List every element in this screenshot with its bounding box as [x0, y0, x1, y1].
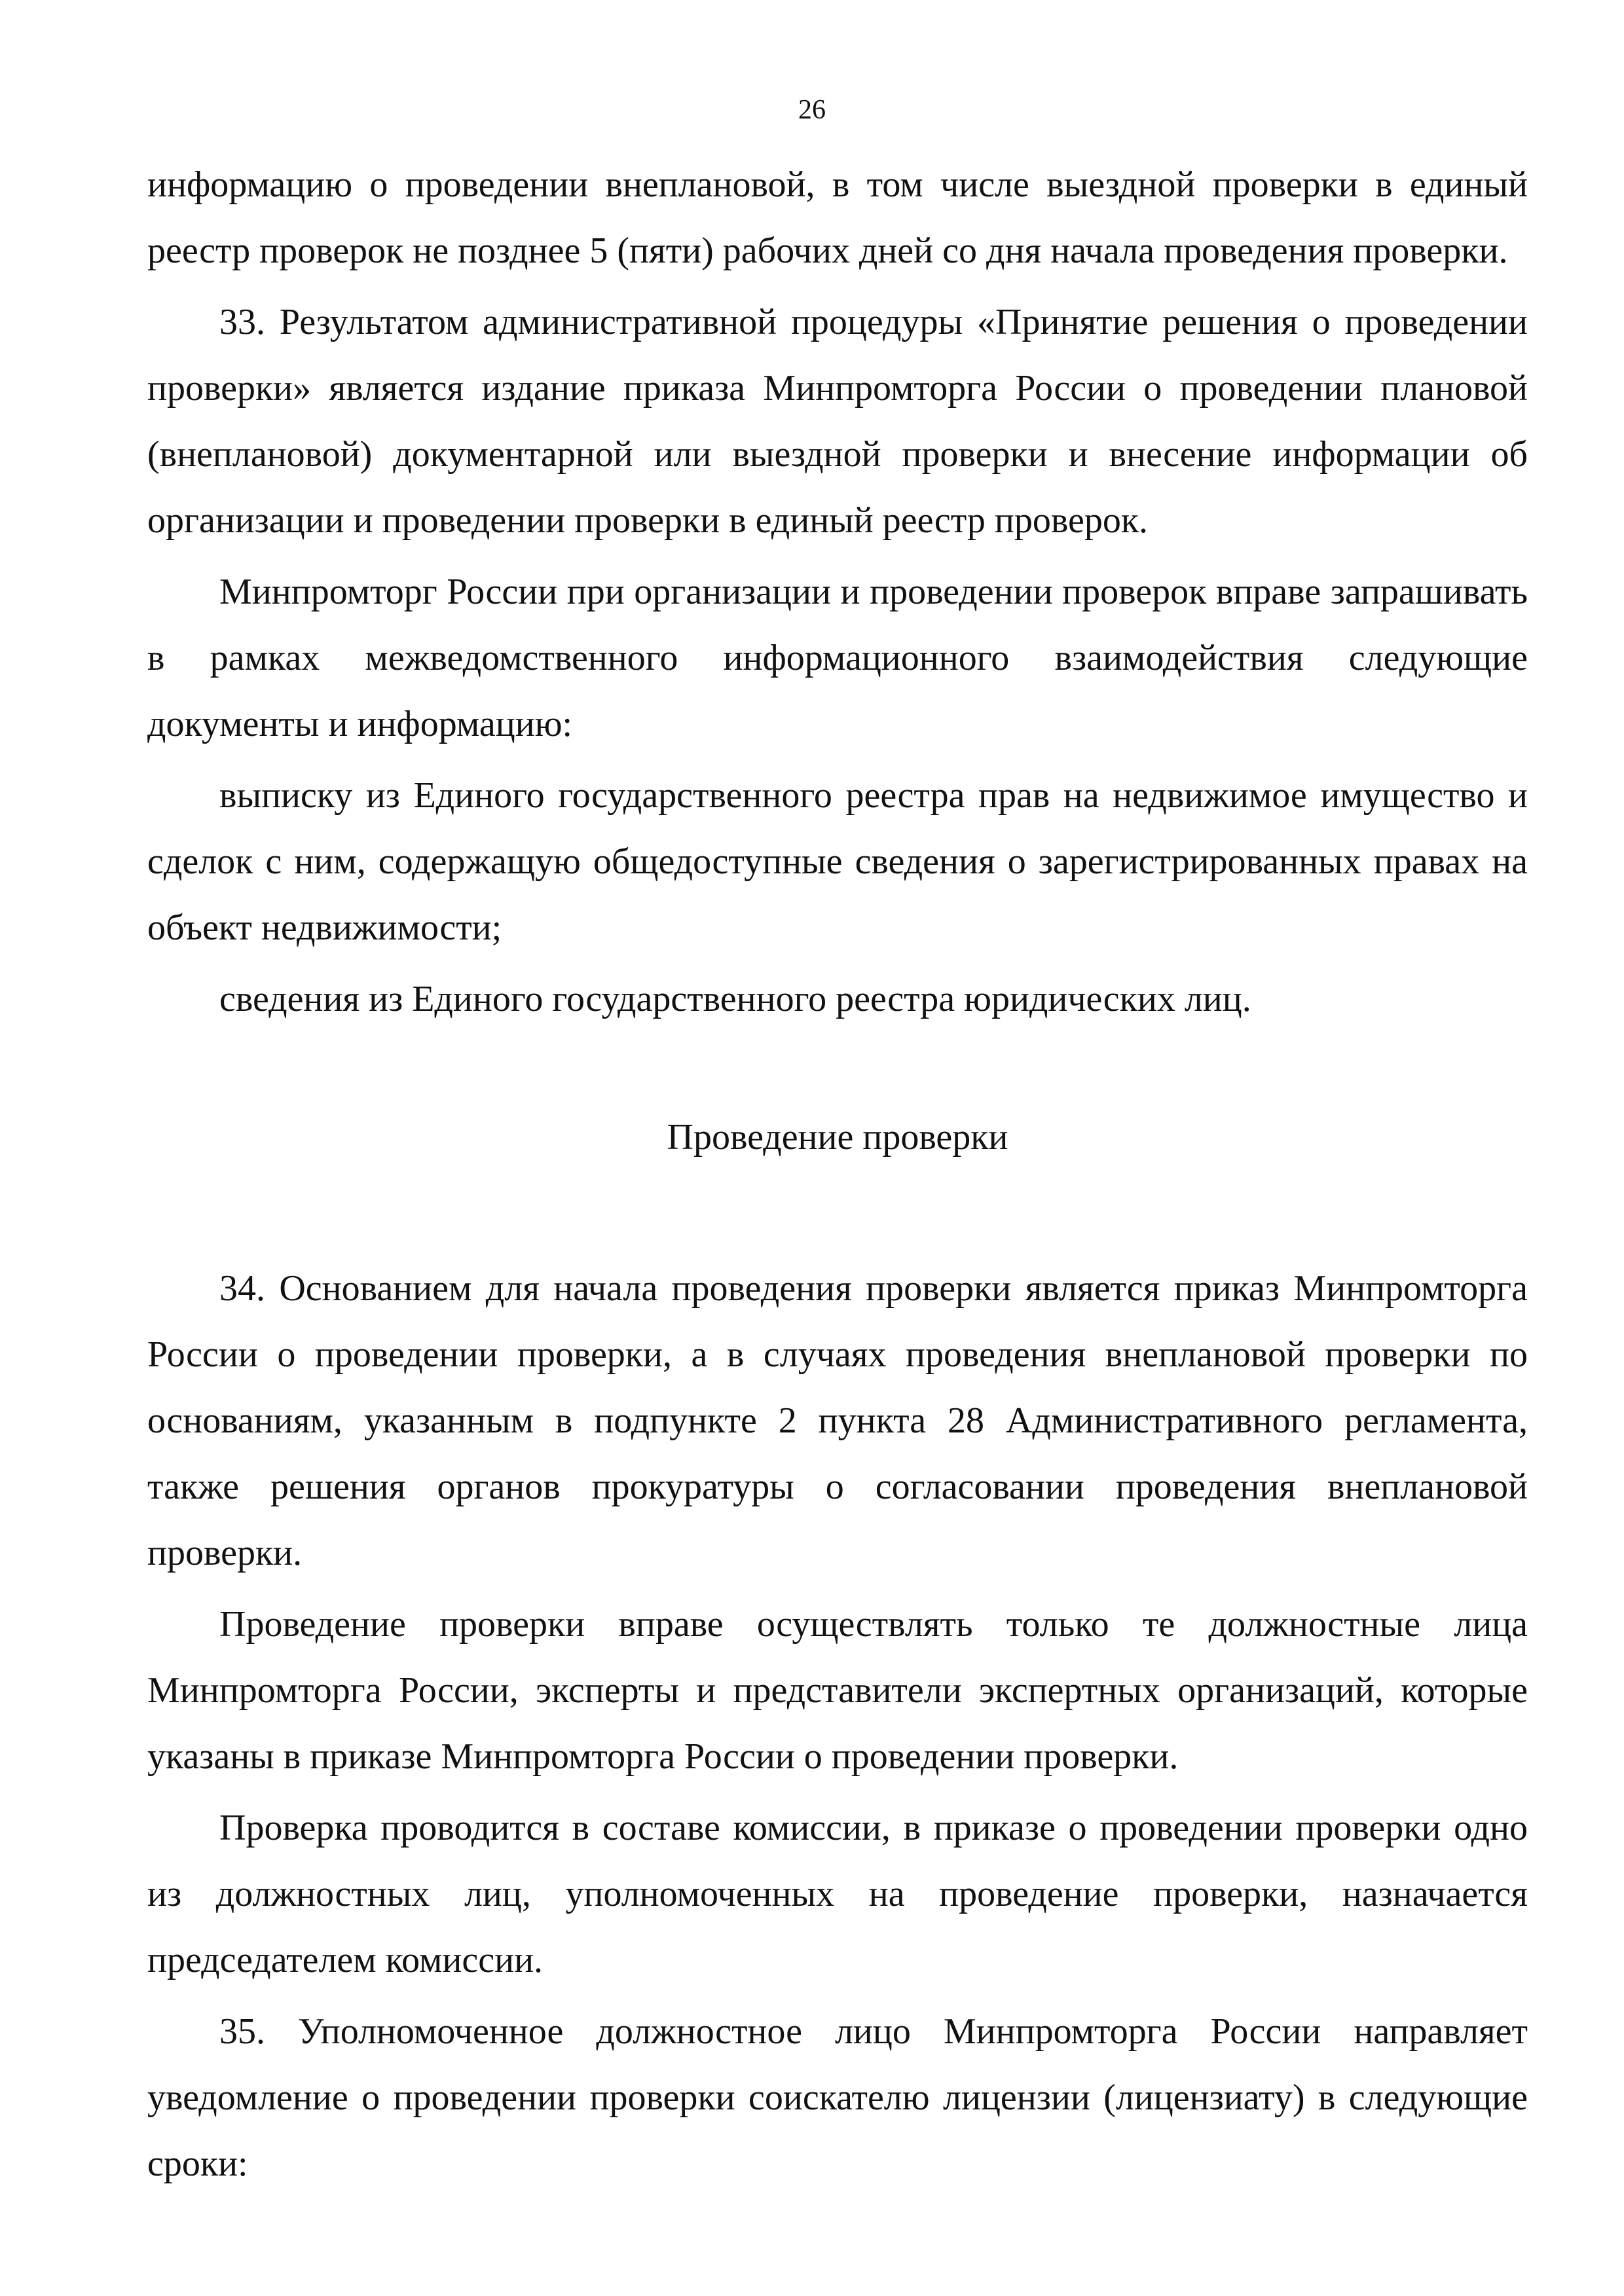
paragraph-interagency-request: Минпромторг России при организации и проведении проверок вправе запрашивать в рамках межведомственного информационного взаимодействия следующие документы и информацию:: [147, 572, 1528, 744]
paragraph-item-33: 33. Результатом административной процедуры «Принятие решения о проведении проверки» является издание приказа Минпромторга России о проведении плановой (внеплановой) документарной или выездной проверки и внесение информации об организации и проведении проверки в единый реестр проверок.: [147, 302, 1528, 541]
paragraph-item-35: 35. Уполномоченное должностное лицо Минпромторга России направляет уведомление о проведении проверки соискателю лицензии (лицензиату) в следующие сроки:: [147, 2011, 1528, 2184]
paragraph-property-registry-extract: выписку из Единого государственного реестра прав на недвижимое имущество и сделок с ним, содержащую общедоступные сведения о зарегистрированных правах на объект недвижимости;: [147, 775, 1528, 948]
section-heading: Проведение проверки: [667, 1117, 1008, 1157]
page-number: 26: [798, 95, 826, 125]
paragraph-authorized-officials: Проведение проверки вправе осуществлять только те должностные лица Минпромторга России, эксперты и представители экспертных организаций, которые указаны в приказе Минпромторга России о проведении проверки.: [147, 1604, 1528, 1777]
paragraph-commission: Проверка проводится в составе комиссии, в приказе о проведении проверки одно из должностных лиц, уполномоченных на проведение проверки, назначается председателем комиссии.: [147, 1808, 1528, 1980]
paragraph-legal-entities-registry: сведения из Единого государственного реестра юридических лиц.: [219, 979, 1251, 1019]
document-body: [147, 152, 1528, 2202]
paragraph-item-34: 34. Основанием для начала проведения проверки является приказ Минпромторга России о проведении проверки, а в случаях проведения внеплановой проверки по основаниям, указанным в подпункте 2 пункта 28 Административного регламента, также решения органов прокуратуры о согласовании проведения внеплановой проверки.: [147, 1268, 1528, 1573]
paragraph-continuation: информацию о проведении внеплановой, в том числе выездной проверки в единый реестр проверок не позднее 5 (пяти) рабочих дней со дня начала проведения проверки.: [147, 164, 1528, 271]
